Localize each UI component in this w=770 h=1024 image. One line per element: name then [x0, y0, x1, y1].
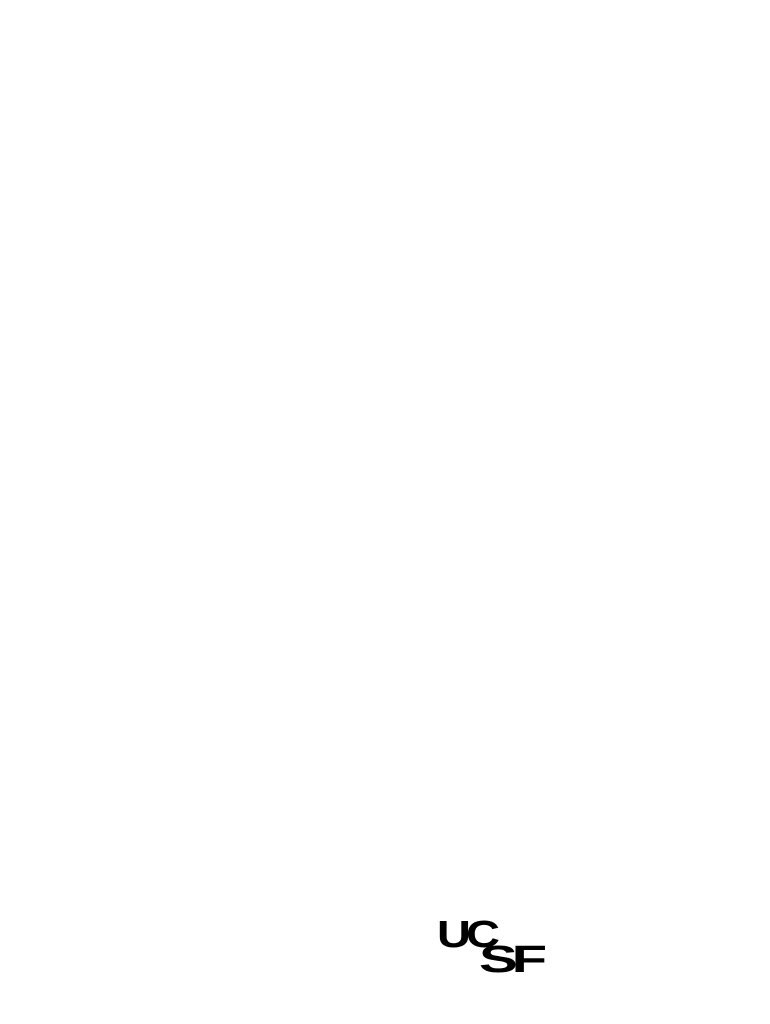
ucsf-logo-icon: [437, 914, 547, 974]
logo-mark-top: UC: [437, 914, 500, 956]
logo-mark-bottom: SF: [479, 939, 546, 974]
ucsf-housing-logo: [437, 914, 717, 974]
